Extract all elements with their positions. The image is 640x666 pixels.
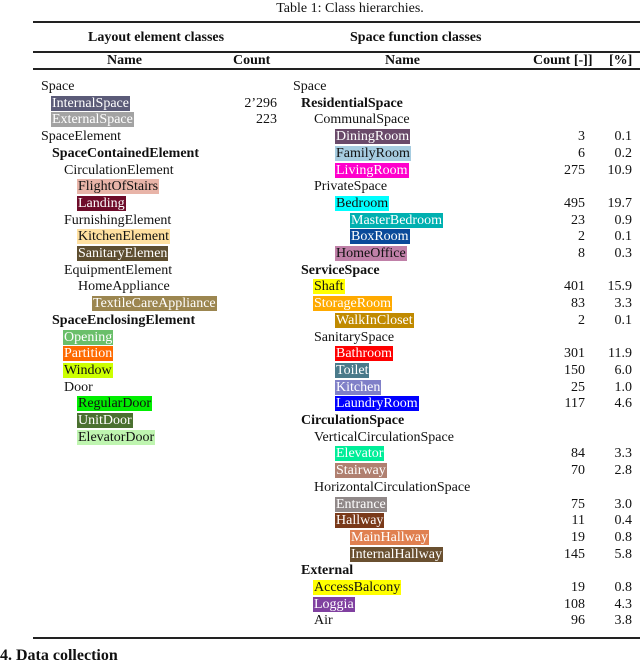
class-name: SpaceContainedElement — [52, 145, 199, 161]
class-name: SanitarySpace — [314, 329, 395, 345]
class-name: Partition — [64, 346, 113, 362]
class-name: MainHallway — [351, 529, 428, 545]
class-name: Space — [41, 79, 75, 94]
class-name: FamilyRoom — [336, 145, 410, 161]
bottom-rule — [33, 637, 640, 639]
class-name: HomeAppliance — [78, 279, 170, 295]
class-name: CirculationElement — [64, 162, 174, 178]
class-name: BoxRoom — [351, 229, 409, 245]
class-percent: 10.9 — [607, 162, 632, 178]
class-percent: 0.9 — [614, 212, 632, 228]
class-count: 150 — [564, 362, 585, 378]
class-count: 223 — [256, 112, 277, 128]
class-percent: 3.3 — [614, 446, 632, 462]
class-name: ElevatorDoor — [78, 429, 155, 445]
class-name: LaundryRoom — [336, 396, 418, 412]
class-percent: 0.1 — [614, 229, 632, 245]
class-name: ExternalSpace — [52, 112, 133, 128]
class-name: Kitchen — [336, 379, 381, 395]
layout-group-header: Layout element classes — [88, 30, 225, 45]
table-row — [0, 279, 640, 296]
table-row — [0, 380, 640, 397]
class-percent: 0.4 — [614, 513, 632, 529]
table-row — [0, 597, 640, 614]
class-percent: 11.9 — [608, 346, 632, 362]
class-name: WalkInCloset — [336, 312, 413, 328]
class-count: 19 — [571, 529, 585, 545]
class-name: UnitDoor — [78, 413, 132, 428]
table-row — [0, 229, 640, 246]
class-count: 3 — [578, 129, 585, 145]
class-name: Door — [64, 379, 93, 395]
class-percent: 5.8 — [614, 546, 632, 562]
table-caption: Table 1: Class hierarchies. — [276, 1, 424, 16]
class-name: KitchenElement — [78, 229, 169, 245]
class-name: PrivateSpace — [314, 179, 388, 195]
class-percent: 0.3 — [614, 246, 632, 261]
table-row — [0, 430, 640, 447]
class-name: SanitaryElemen — [78, 246, 168, 261]
table-row — [0, 463, 640, 480]
class-name: Toilet — [336, 362, 369, 378]
table-row — [0, 497, 640, 514]
table-row — [0, 580, 640, 597]
table-row — [0, 263, 640, 280]
class-percent: 1.0 — [614, 379, 632, 395]
space-group-header: Space function classes — [350, 30, 482, 45]
class-count: 401 — [564, 279, 585, 295]
class-percent: 15.9 — [607, 279, 632, 295]
layout-name-header: Name — [107, 53, 142, 68]
class-name: FlightOfStairs — [78, 179, 159, 195]
table-row — [0, 513, 640, 530]
table-row — [0, 480, 640, 497]
top-rule — [33, 21, 640, 23]
table-row — [0, 547, 640, 564]
class-name: Stairway — [336, 463, 386, 479]
class-count: 11 — [571, 513, 585, 529]
class-count: 495 — [564, 195, 585, 211]
class-percent: 3.8 — [614, 613, 632, 629]
class-percent: 4.3 — [614, 596, 632, 612]
class-count: 145 — [564, 546, 585, 562]
class-name: DiningRoom — [336, 129, 410, 145]
class-name: Shaft — [314, 279, 344, 295]
class-name: Elevator — [336, 446, 384, 462]
class-name: ServiceSpace — [301, 262, 380, 278]
class-name: LivingRoom — [336, 162, 408, 178]
table-row — [0, 129, 640, 146]
table-row — [0, 112, 640, 129]
class-percent: 3.0 — [614, 496, 632, 512]
table-row — [0, 396, 640, 413]
class-name: InternalHallway — [351, 546, 442, 562]
class-name: HomeOffice — [336, 246, 406, 261]
class-name: Window — [64, 362, 112, 378]
layout-count-header: Count — [233, 53, 271, 68]
class-count: 84 — [571, 446, 585, 462]
class-percent: 3.3 — [614, 296, 632, 312]
class-count: 19 — [571, 580, 585, 595]
class-count: 2 — [578, 229, 585, 245]
class-name: FurnishingElement — [64, 212, 172, 228]
class-name: EquipmentElement — [64, 262, 173, 278]
class-name: Bedroom — [336, 195, 389, 211]
table-row — [0, 563, 640, 580]
class-name: HorizontalCirculationSpace — [314, 479, 471, 495]
table-row — [0, 446, 640, 463]
table-row — [0, 179, 640, 196]
class-count: 301 — [564, 346, 585, 362]
class-name: AccessBalcony — [314, 580, 401, 595]
table-row — [0, 613, 640, 630]
class-count: 8 — [578, 246, 585, 261]
class-name: Space — [293, 79, 327, 94]
table-row — [0, 196, 640, 213]
class-count: 2’296 — [244, 95, 277, 111]
class-name: VerticalCirculationSpace — [314, 429, 454, 445]
class-name: Hallway — [336, 513, 384, 529]
class-percent: 19.7 — [607, 195, 632, 211]
space-count-header: Count [-]] — [533, 53, 593, 68]
table-row — [0, 79, 640, 96]
class-percent: 0.8 — [614, 529, 632, 545]
class-count: 117 — [564, 396, 585, 412]
subheader-rule — [33, 68, 640, 70]
class-count: 70 — [571, 463, 585, 479]
section-heading: 4. Data collection — [0, 647, 118, 664]
class-percent: 2.8 — [614, 463, 632, 479]
class-name: Landing — [78, 195, 125, 211]
class-count: 25 — [571, 379, 585, 395]
class-percent: 4.6 — [614, 396, 632, 412]
class-name: TextileCareAppliance — [93, 296, 216, 312]
class-percent: 0.1 — [614, 312, 632, 328]
class-name: MasterBedroom — [351, 212, 442, 228]
class-percent: 0.8 — [614, 580, 632, 595]
table-row — [0, 330, 640, 347]
class-name: SpaceEnclosingElement — [52, 312, 196, 328]
class-name: RegularDoor — [78, 396, 152, 412]
class-name: Air — [314, 613, 333, 629]
class-percent: 6.0 — [614, 362, 632, 378]
class-name: CirculationSpace — [301, 413, 405, 428]
class-name: Opening — [64, 329, 113, 345]
table-row — [0, 96, 640, 113]
class-percent: 0.1 — [614, 129, 632, 145]
class-name: Bathroom — [336, 346, 392, 362]
table-row — [0, 346, 640, 363]
class-name: Loggia — [314, 596, 354, 612]
table-row — [0, 213, 640, 230]
table-row — [0, 313, 640, 330]
table-row — [0, 163, 640, 180]
class-count: 83 — [571, 296, 585, 312]
class-name: CommunalSpace — [314, 112, 410, 128]
class-name: Entrance — [336, 496, 386, 512]
class-count: 96 — [571, 613, 585, 629]
class-count: 6 — [578, 145, 585, 161]
space-name-header: Name — [385, 53, 420, 68]
class-count: 23 — [571, 212, 585, 228]
table-row — [0, 413, 640, 430]
table-row — [0, 296, 640, 313]
class-name: ResidentialSpace — [301, 95, 403, 111]
space-pct-header: [%] — [609, 53, 633, 68]
table-row — [0, 363, 640, 380]
class-count: 275 — [564, 162, 585, 178]
class-name: StorageRoom — [314, 296, 391, 312]
table-row — [0, 530, 640, 547]
class-percent: 0.2 — [614, 145, 632, 161]
table-row — [0, 146, 640, 163]
class-count: 2 — [578, 312, 585, 328]
class-name: SpaceElement — [41, 129, 122, 145]
table-row — [0, 246, 640, 263]
class-count: 108 — [564, 596, 585, 612]
class-name: InternalSpace — [52, 95, 129, 111]
class-name: External — [301, 563, 354, 579]
class-count: 75 — [571, 496, 585, 512]
